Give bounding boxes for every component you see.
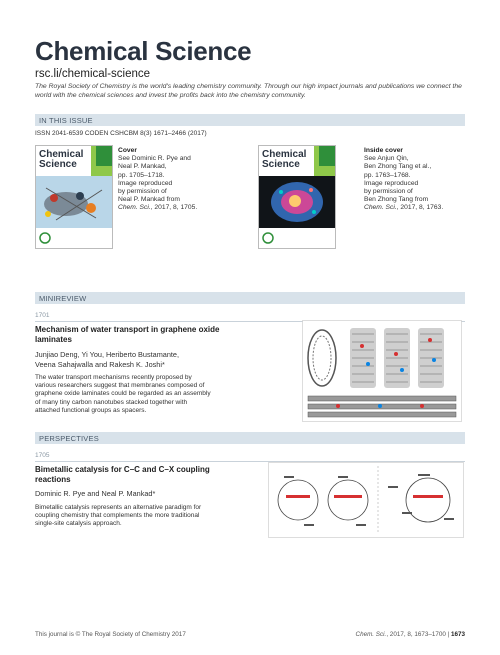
abstract-line: various researchers suggest that membranes composed of [35,382,205,390]
in-this-issue-band [35,114,465,126]
cover-caption-line: by permission of [118,188,167,196]
abstract-line: of many tiny carbon nanotubes stacked together with [35,398,188,406]
citation-journal: Chem. Sci. [118,204,151,212]
intro-text: The Royal Society of Chemistry is the world's leading chemistry community. Through our high impact journals and publications we connect the world with the chemical sciences and invest the profits back into the chemistry community. [35,83,462,99]
title-line: Mechanism of water transport in graphene oxide [35,325,220,334]
cover-caption-line: Image reproduced [118,179,173,187]
perspectives-band [35,432,465,444]
perspectives-title[interactable] [35,465,275,485]
cover-caption-line: pp. 1763–1768. [364,171,411,179]
footer-copyright: This journal is © The Royal Society of Chemistry 2017 [35,631,186,638]
perspectives-graphic [268,462,464,538]
cover-caption-line: Neal P. Mankad from [118,196,180,204]
minireview-authors [35,350,275,369]
minireview-band [35,292,465,304]
cover-artwork [36,146,112,248]
citation-rest: , 2017, 8, 1705. [150,204,198,212]
cover-label: Cover [118,147,137,154]
footer-citation-rest: , 2017, 8, 1673–1700 | [386,631,451,638]
minireview-heading: MINIREVIEW [39,293,87,303]
cover-caption [118,147,208,213]
title-line: Bimetallic catalysis for C–C and C–X coupling [35,465,210,474]
page-number: 1673 [450,631,465,638]
inside-cover-label: Inside cover [364,147,404,154]
inside-cover-image [258,145,336,249]
authors-line: Junjiao Deng, Yi You, Heriberto Bustamante, [35,350,180,359]
cover-caption-line: pp. 1705–1718. [118,171,165,179]
citation-rest: , 2017, 8, 1763. [396,204,444,212]
minireview-graphic [302,320,462,422]
cover-title: Chemical Science [39,149,84,170]
minireview-title[interactable] [35,325,275,345]
cover-caption-line: Ben Zhong Tang et al., [364,163,432,171]
cover-caption-line: Image reproduced [364,179,419,187]
journal-title: Chemical Science [35,36,252,66]
abstract-line: graphene oxide laminates could be regarded as an assembly [35,390,211,398]
issn-line: ISSN 2041-6539 CODEN CSHCBM 8(3) 1671–2466 (2017) [35,130,207,137]
abstract-line: attached functional groups as spacers. [35,406,147,414]
cover-caption-line: Ben Zhong Tang from [364,196,429,204]
citation-journal: Chem. Sci. [364,204,397,212]
title-line: laminates [35,335,72,344]
abstract-line: Bimetallic catalysis represents an alternative paradigm for [35,504,202,511]
minireview-page: 1701 [35,312,50,319]
cover-citation [118,204,208,212]
inside-cover-artwork [259,146,335,248]
perspectives-heading: PERSPECTIVES [39,433,99,443]
inside-cover-citation [364,204,464,212]
abstract-line: coupling chemistry that complements the more traditional [35,512,200,520]
minireview-abstract [35,374,267,415]
title-line: reactions [35,475,71,484]
footer-citation [356,631,465,638]
cover-caption-line: See Dominic R. Pye and [118,155,191,163]
inside-cover-title: Chemical Science [262,149,307,170]
journal-url[interactable]: rsc.li/chemical-science [35,68,151,80]
footer-journal: Chem. Sci. [355,631,387,638]
cover-caption-line: Neal P. Mankad, [118,163,167,171]
perspectives-page: 1705 [35,452,50,459]
cover-caption-line: by permission of [364,188,413,196]
abstract-line: single-site catalysis approach. [35,520,122,528]
cover-image [35,145,113,249]
abstract-line: The water transport mechanisms recently proposed by [35,374,192,381]
cover-caption-line: See Anjun Qin, [364,155,409,163]
perspectives-abstract [35,504,267,529]
in-this-issue-heading: IN THIS ISSUE [39,115,93,125]
perspectives-authors: Dominic R. Pye and Neal P. Mankad* [35,489,156,498]
authors-line: Veena Sahajwalla and Rakesh K. Joshi* [35,359,165,369]
inside-cover-caption [364,147,464,213]
